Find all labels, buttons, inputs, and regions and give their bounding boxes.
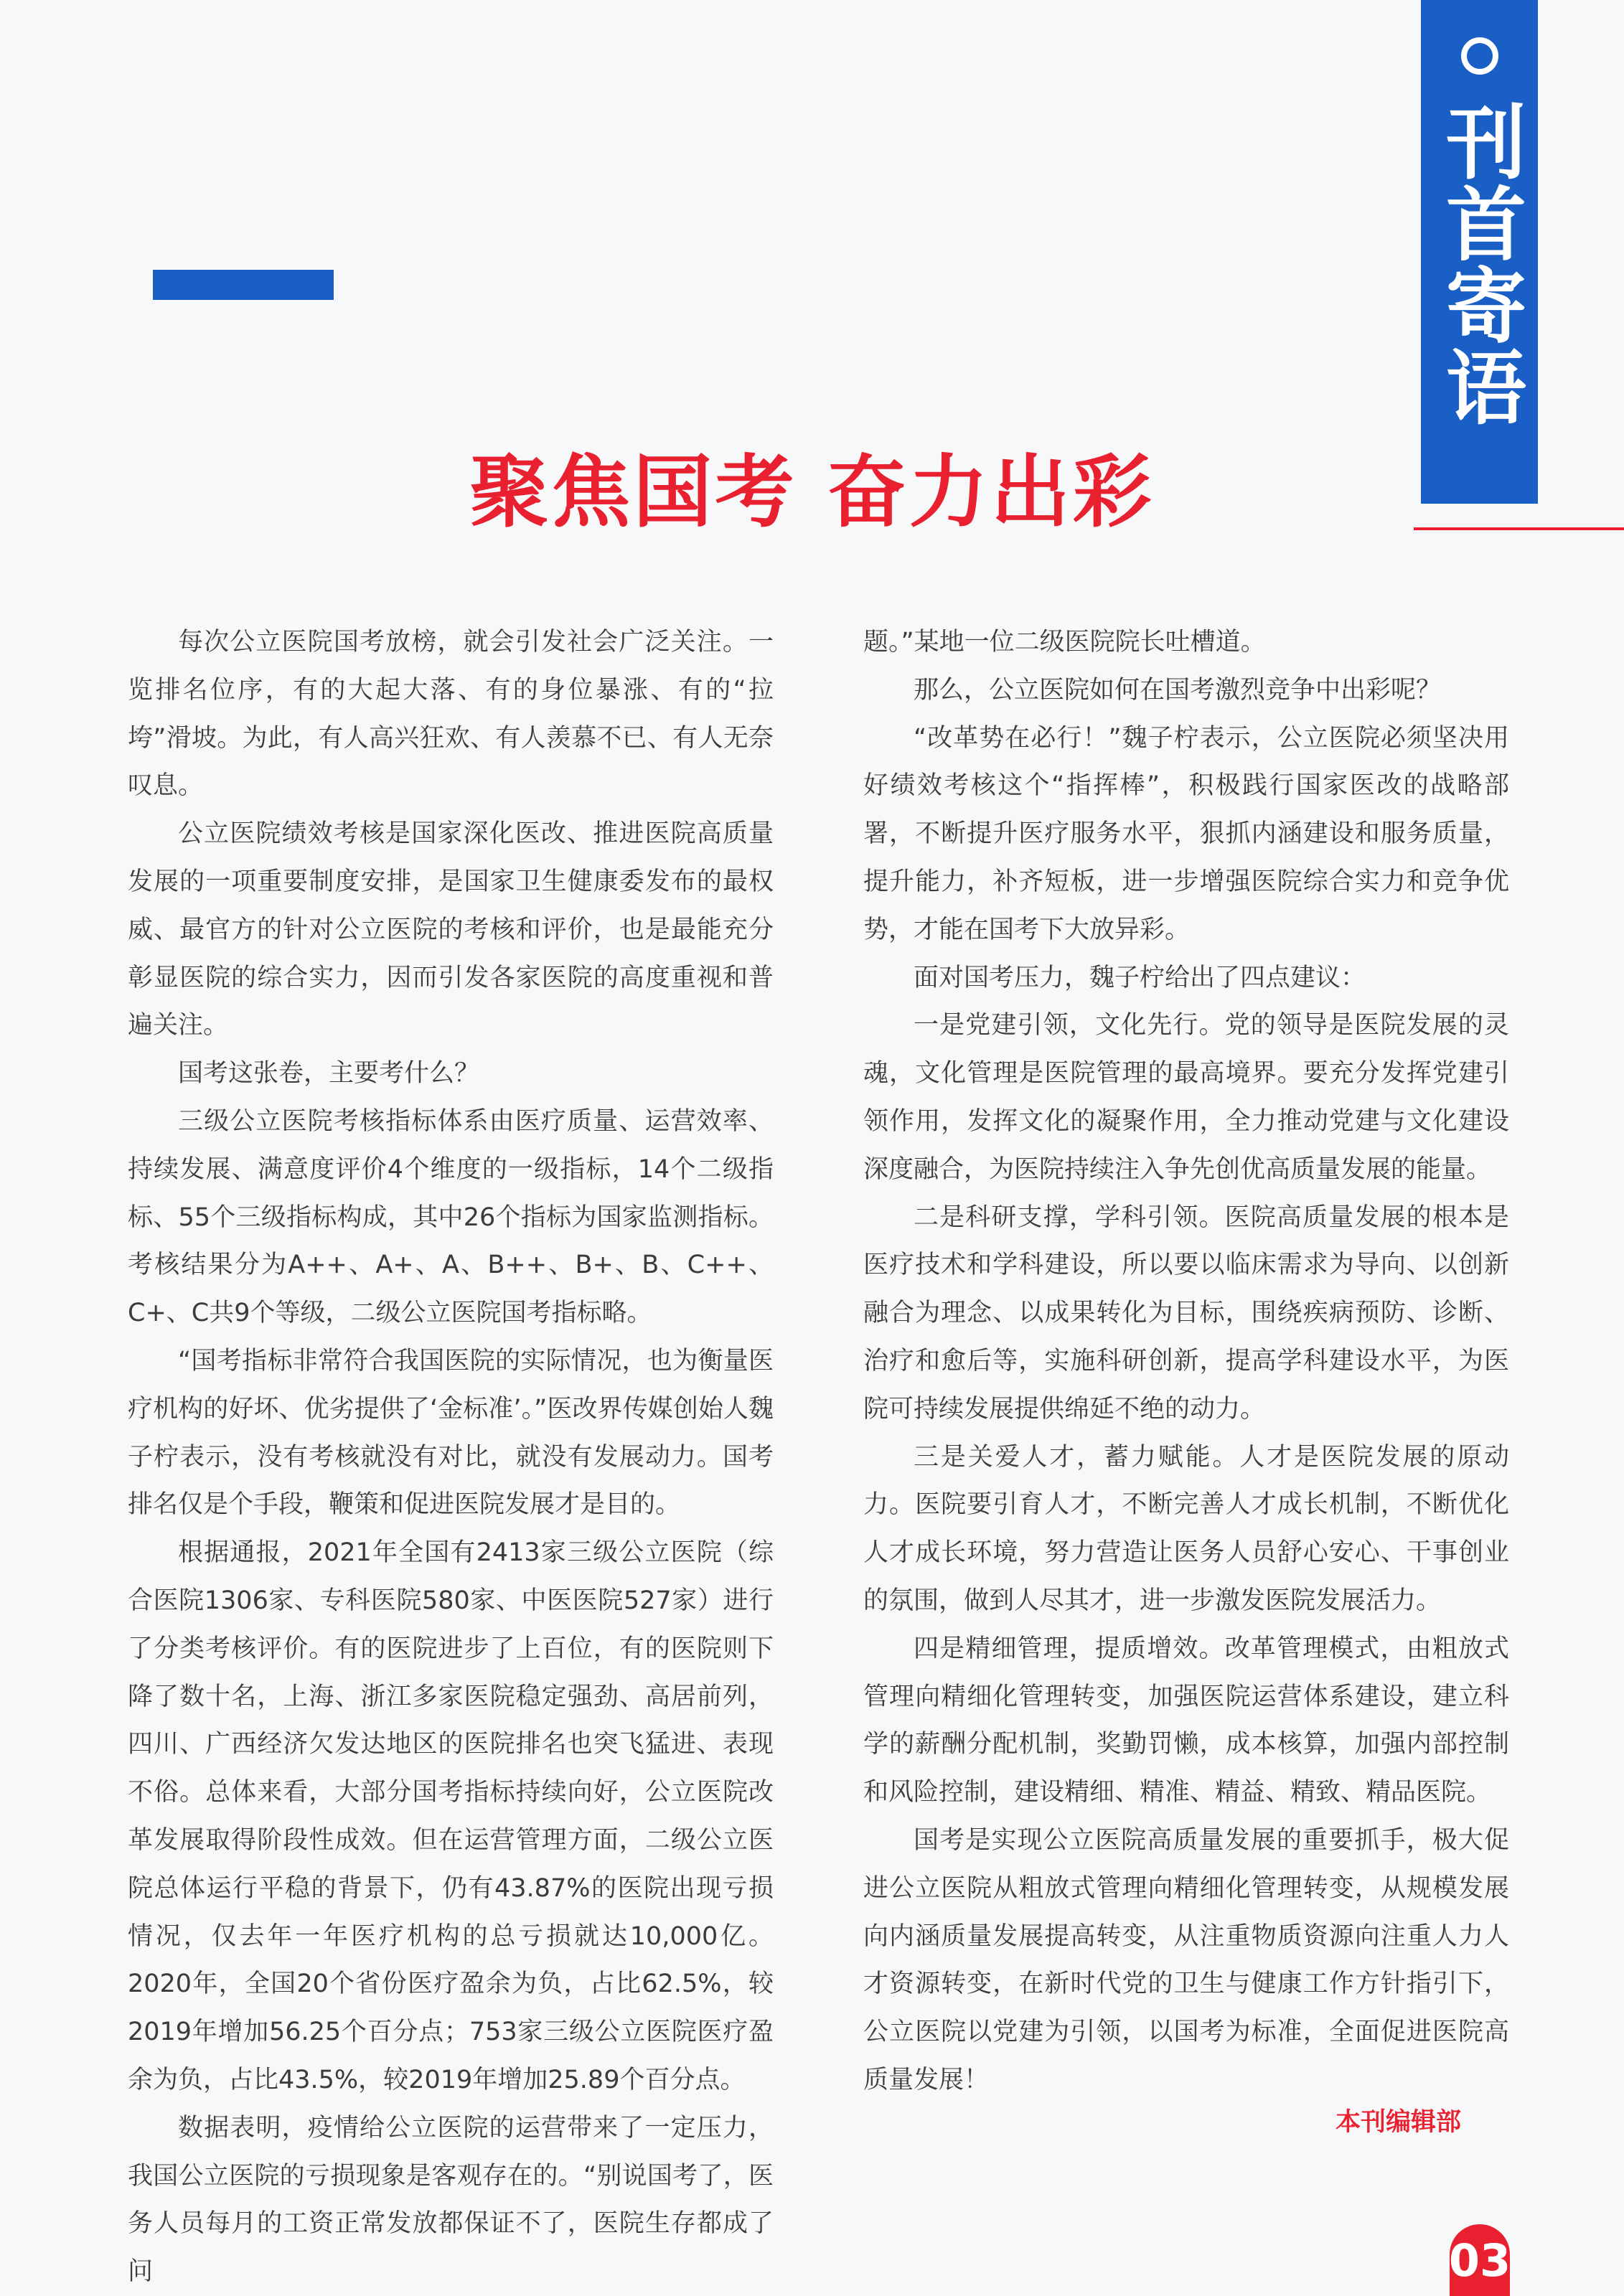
circle-icon (1461, 37, 1498, 75)
paragraph: 三是关爱人才，蓄力赋能。人才是医院发展的原动力。医院要引育人才，不断完善人才成长机制，不断优化人才成长环境，努力营造让医务人员舒心安心、干事创业的氛围，做到人尽其才，进一步激发医院发展活力。 (863, 1442, 1509, 1615)
author-signature: 本刊编辑部 (1335, 2108, 1461, 2137)
paragraph: 每次公立医院国考放榜，就会引发社会广泛关注。一览排名位序，有的大起大落、有的身位暴涨、有的“拉垮”滑坡。为此，有人高兴狂欢、有人羡慕不已、有人无奈叹息。 (128, 628, 774, 801)
paragraph: 那么，公立医院如何在国考激烈竞争中出彩呢？ (914, 675, 1442, 705)
left-column (128, 618, 774, 2296)
paragraph: 二是科研支撑，学科引领。医院高质量发展的根本是医疗技术和学科建设，所以要以临床需求为导向、以创新融合为理念、以成果转化为目标，围绕疾病预防、诊断、治疗和愈后等，实施科研创新，提高学科建设水平，为医院可持续发展提供绵延不绝的动力。 (863, 1203, 1509, 1424)
paragraph: 三级公立医院考核指标体系由医疗质量、运营效率、持续发展、满意度评价4个维度的一级指标，14个二级指标、55个三级指标构成，其中26个指标为国家监测指标。考核结果分为A++、A+、A、B++、B+、B、C++、C+、C共9个等级，二级公立医院国考指标略。 (128, 1106, 774, 1328)
paragraph: 公立医院绩效考核是国家深化医改、推进医院高质量发展的一项重要制度安排，是国家卫生健康委发布的最权威、最官方的针对公立医院的考核和评价，也是最能充分彰显医院的综合实力，因而引发各家医院的高度重视和普遍关注。 (128, 819, 774, 1040)
page-number: 03 (1450, 2224, 1510, 2296)
paragraph-continuation: 题。”某地一位二级医院院长吐槽道。 (863, 628, 1266, 657)
paragraph: 国考是实现公立医院高质量发展的重要抓手，极大促进公立医院从粗放式管理向精细化管理转变，从规模发展向内涵质量发展提高转变，从注重物质资源向注重人力人才资源转变，在新时代党的卫生与健康工作方针指引下，公立医院以党建为引领，以国考为标准，全面促进医院高质量发展！ (863, 1825, 1509, 2094)
decorative-bar (153, 270, 334, 300)
paragraph: 根据通报，2021年全国有2413家三级公立医院（综合医院1306家、专科医院580家、中医医院527家）进行了分类考核评价。有的医院进步了上百位，有的医院则下降了数十名，上海、浙江多家医院稳定强劲、高居前列，四川、广西经济欠发达地区的医院排名也突飞猛进、表现不俗。总体来看，大部分国考指标持续向好，公立医院改革发展取得阶段性成效。但在运营管理方面，二级公立医院总体运行平稳的背景下，仍有43.87%的医院出现亏损情况，仅去年一年医疗机构的总亏损就达10,000亿。2020年，全国20个省份医疗盈余为负，占比62.5%，较2019年增加56.25个百分点；753家三级公立医院医疗盈余为负，占比43.5%，较2019年增加25.89个百分点。 (128, 1538, 774, 2094)
article-title: 聚焦国考 奋力出彩 (469, 446, 1155, 538)
paragraph: 一是党建引领，文化先行。党的领导是医院发展的灵魂，文化管理是医院管理的最高境界。要充分发挥党建引领作用，发挥文化的凝聚作用，全力推动党建与文化建设深度融合，为医院持续注入争先创优高质量发展的能量。 (863, 1011, 1509, 1184)
section-tab (1421, 0, 1538, 504)
paragraph: “国考指标非常符合我国医院的实际情况，也为衡量医疗机构的好坏、优劣提供了‘金标准’。”医改界传媒创始人魏子柠表示，没有考核就没有对比，就没有发展动力。国考排名仅是个手段，鞭策和促进医院发展才是目的。 (128, 1346, 774, 1520)
paragraph: 数据表明，疫情给公立医院的运营带来了一定压力，我国公立医院的亏损现象是客观存在的。“别说国考了，医务人员每月的工资正常发放都保证不了，医院生存都成了问 (128, 2113, 774, 2287)
paragraph: “改革势在必行！”魏子柠表示，公立医院必须坚决用好绩效考核这个“指挥棒”，积极践行国家医改的战略部署，不断提升医疗服务水平，狠抓内涵建设和服务质量，提升能力，补齐短板，进一步增强医院综合实力和竞争优势，才能在国考下大放异彩。 (863, 723, 1509, 944)
paragraph: 国考这张卷，主要考什么？ (178, 1059, 480, 1088)
right-column (863, 618, 1509, 2104)
paragraph: 面对国考压力，魏子柠给出了四点建议： (914, 963, 1366, 992)
section-tab-label: 刊首寄语 (1432, 100, 1526, 428)
paragraph: 四是精细管理，提质增效。改革管理模式，由粗放式管理向精细化管理转变，加强医院运营体系建设，建立科学的薪酬分配机制，奖勤罚懒，成本核算，加强内部控制和风险控制，建设精细、精准、精益、精致、精品医院。 (863, 1634, 1509, 1807)
